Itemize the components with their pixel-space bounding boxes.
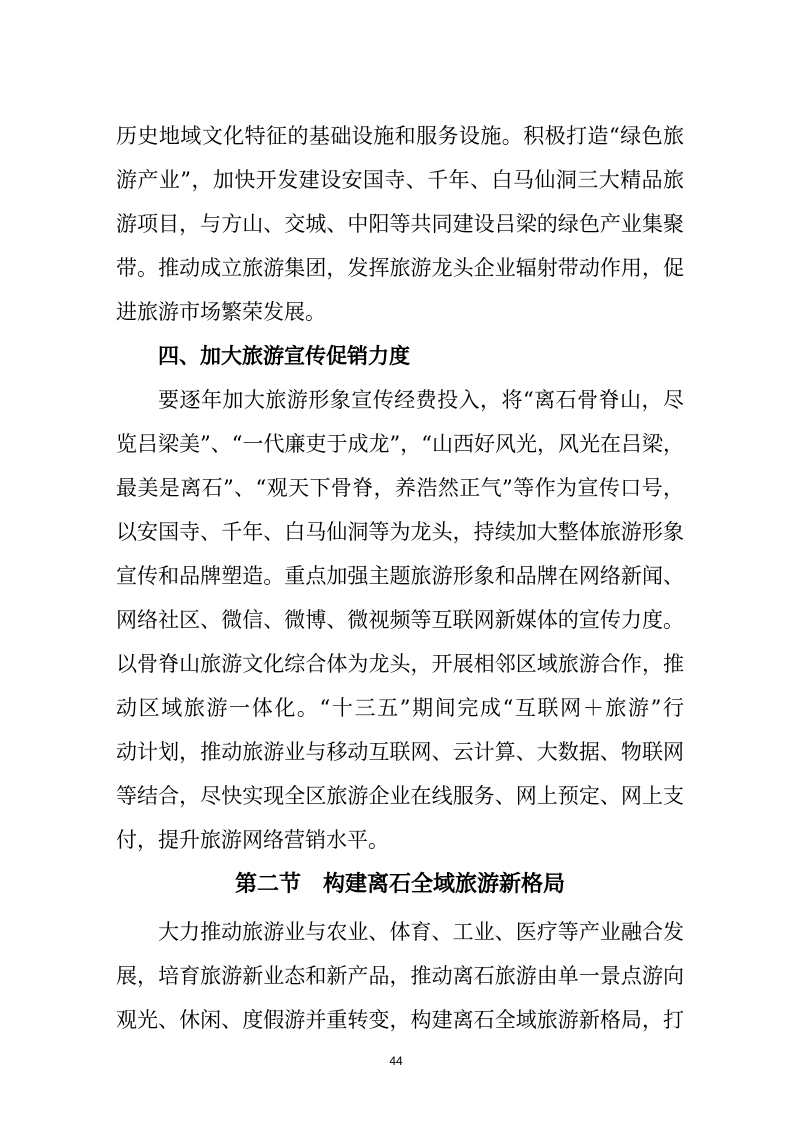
paragraph-2-line-7: 以骨脊山旅游文化综合体为龙头，开展相邻区域旅游合作，推 xyxy=(116,652,684,676)
paragraph-2-line-5: 宣传和品牌塑造。重点加强主题旅游形象和品牌在网络新闻、 xyxy=(116,564,684,588)
paragraph-3-line-1: 大力推动旅游业与农业、体育、工业、医疗等产业融合发 xyxy=(158,920,684,944)
page-number: 44 xyxy=(389,1054,403,1068)
paragraph-3-line-3: 观光、休闲、度假游并重转变，构建离石全域旅游新格局，打 xyxy=(116,1008,684,1032)
paragraph-1-line-4: 带。推动成立旅游集团，发挥旅游龙头企业辐射带动作用，促 xyxy=(116,256,684,280)
paragraph-1-line-2: 游产业”，加快开发建设安国寺、千年、白马仙洞三大精品旅 xyxy=(116,168,684,192)
paragraph-2-line-2: 览吕梁美”、“一代廉吏于成龙”，“山西好风光，风光在吕梁， xyxy=(116,432,684,456)
paragraph-2-line-10: 等结合，尽快实现全区旅游企业在线服务、网上预定、网上支 xyxy=(116,784,684,808)
paragraph-1-line-5: 进旅游市场繁荣发展。 xyxy=(116,300,326,324)
subsection-heading: 四、加大旅游宣传促销力度 xyxy=(158,344,410,368)
paragraph-1-line-1: 历史地域文化特征的基础设施和服务设施。积极打造“绿色旅 xyxy=(116,124,684,148)
paragraph-2-line-3: 最美是离石”、“观天下骨脊，养浩然正气”等作为宣传口号， xyxy=(116,476,684,500)
paragraph-2-line-6: 网络社区、微信、微博、微视频等互联网新媒体的宣传力度。 xyxy=(116,608,684,632)
paragraph-2-line-11: 付，提升旅游网络营销水平。 xyxy=(116,828,389,852)
paragraph-2-line-1: 要逐年加大旅游形象宣传经费投入，将“离石骨脊山，尽 xyxy=(158,388,684,412)
paragraph-2-line-4: 以安国寺、千年、白马仙洞等为龙头，持续加大整体旅游形象 xyxy=(116,520,684,544)
paragraph-3-line-2: 展，培育旅游新业态和新产品，推动离石旅游由单一景点游向 xyxy=(116,964,684,988)
section-title: 第二节 构建离石全域旅游新格局 xyxy=(234,871,565,897)
paragraph-2-line-9: 动计划，推动旅游业与移动互联网、云计算、大数据、物联网 xyxy=(116,740,684,764)
paragraph-2-line-8: 动区域旅游一体化。“十三五”期间完成“互联网＋旅游”行 xyxy=(116,696,684,720)
paragraph-1-line-3: 游项目，与方山、交城、中阳等共同建设吕梁的绿色产业集聚 xyxy=(116,212,684,236)
